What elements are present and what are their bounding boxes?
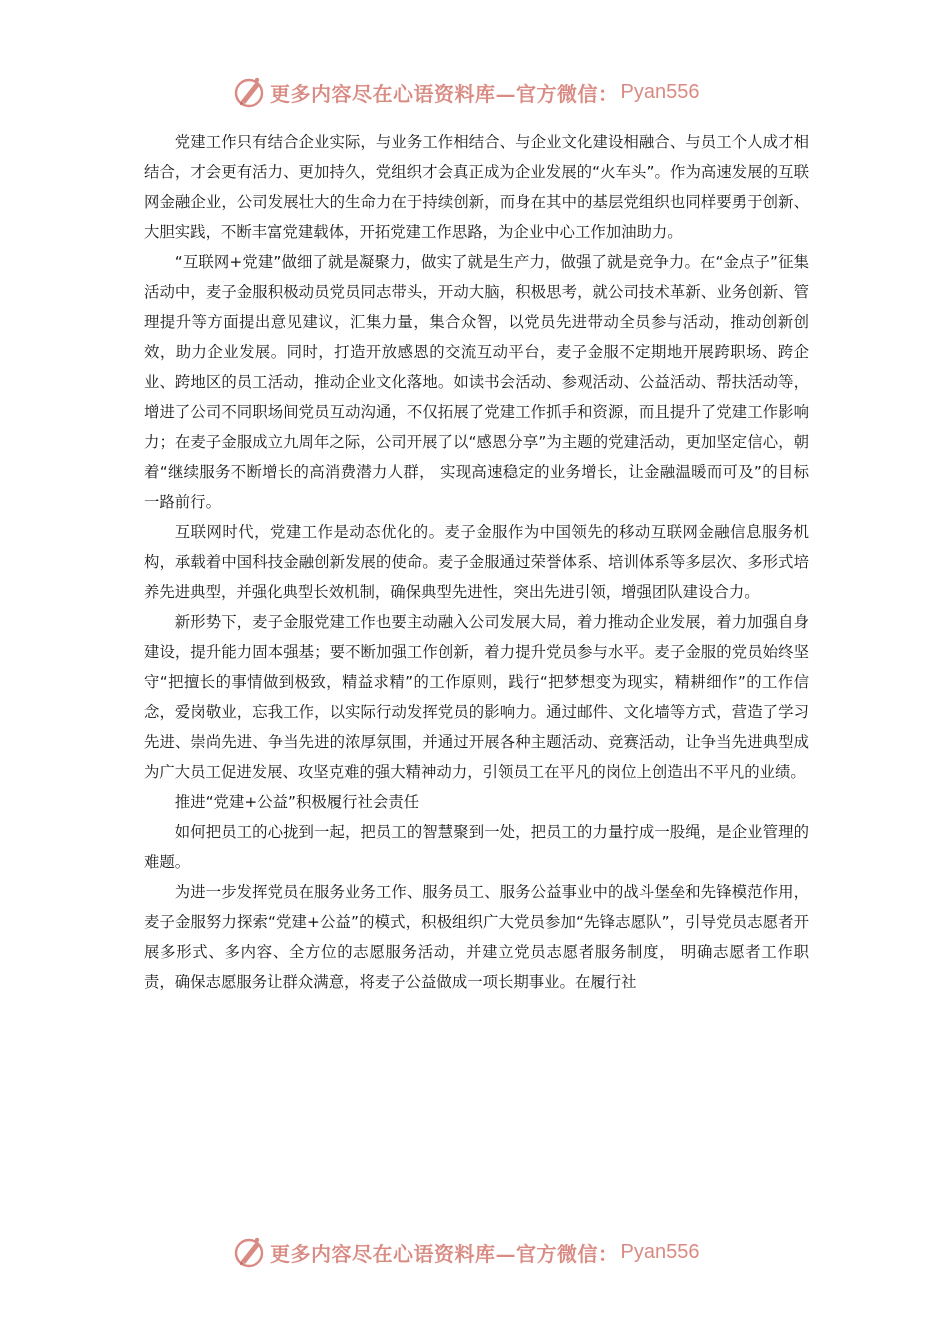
footer-wechat-id: Pyan556	[620, 1240, 700, 1263]
paragraph: 党建工作只有结合企业实际，与业务工作相结合、与企业文化建设相融合、与员工个人成才相结合，才会更有活力、更加持久，党组织才会真正成为企业发展的“火车头”。作为高速发展的互联网金融企业，公司发展壮大的生命力在于持续创新，而身在其中的基层党组织也同样要勇于创新、大胆实践，不断丰富党建载体，开拓党建工作思路，为企业中心工作加油助力。	[144, 133, 809, 241]
paragraph: “互联网+党建”做细了就是凝聚力，做实了就是生产力，做强了就是竞争力。在“金点子”征集活动中，麦子金服积极动员党员同志带头，开动大脑，积极思考，就公司技术革新、业务创新、管理提升等方面提出意见建议，汇集力量，集合众智，以党员先进带动全员参与活动，推动创新创效，助力企业发展。同时，打造开放感恩的交流互动平台，麦子金服不定期地开展跨职场、跨企业、跨地区的员工活动，推动企业文化落地。如读书会活动、参观活动、公益活动、帮扶活动等，增进了公司不同职场间党员互动沟通，不仅拓展了党建工作抓手和资源，而且提升了党建工作影响力；在麦子金服成立九周年之际，公司开展了以“感恩分享”为主题的党建活动，更加坚定信心，朝着“继续服务不断增长的高消费潜力人群， 实现高速稳定的业务增长，让金融温暖而可及”的目标一路前行。	[144, 253, 809, 511]
header-banner-text: 更多内容尽在心语资料库—官方微信：	[270, 81, 619, 106]
header-banner	[232, 72, 699, 112]
footer-banner-text: 更多内容尽在心语资料库—官方微信：	[270, 1241, 619, 1266]
article-body	[144, 127, 809, 997]
paragraph: 互联网时代，党建工作是动态优化的。麦子金服作为中国领先的移动互联网金融信息服务机构，承载着中国科技金融创新发展的使命。麦子金服通过荣誉体系、培训体系等多层次、多形式培养先进典型，并强化典型长效机制，确保典型先进性，突出先进引领，增强团队建设合力。	[144, 523, 809, 601]
paragraph: 新形势下，麦子金服党建工作也要主动融入公司发展大局，着力推动企业发展，着力加强自身建设，提升能力固本强基；要不断加强工作创新，着力提升党员参与水平。麦子金服的党员始终坚守“把擅长的事情做到极致，精益求精”的工作原则，践行“把梦想变为现实，精耕细作”的工作信念，爱岗敬业，忘我工作，以实际行动发挥党员的影响力。通过邮件、文化墙等方式，营造了学习先进、崇尚先进、争当先进的浓厚氛围，并通过开展各种主题活动、竞赛活动，让争当先进典型成为广大员工促进发展、攻坚克难的强大精神动力，引领员工在平凡的岗位上创造出不平凡的业绩。	[144, 613, 809, 781]
paragraph: 如何把员工的心拢到一起，把员工的智慧聚到一处，把员工的力量拧成一股绳，是企业管理的难题。	[144, 823, 809, 871]
footer-banner	[232, 1232, 699, 1272]
pen-logo-icon	[232, 74, 268, 110]
paragraph: 为进一步发挥党员在服务业务工作、服务员工、服务公益事业中的战斗堡垒和先锋模范作用，麦子金服努力探索“党建+公益”的模式，积极组织广大党员参加“先锋志愿队”，引导党员志愿者开展多形式、多内容、全方位的志愿服务活动，并建立党员志愿者服务制度， 明确志愿者工作职责，确保志愿服务让群众满意，将麦子公益做成一项长期事业。在履行社	[144, 883, 809, 991]
pen-logo-icon	[232, 1234, 268, 1270]
section-heading: 推进“党建+公益”积极履行社会责任	[174, 793, 420, 811]
header-wechat-id: Pyan556	[620, 80, 700, 103]
